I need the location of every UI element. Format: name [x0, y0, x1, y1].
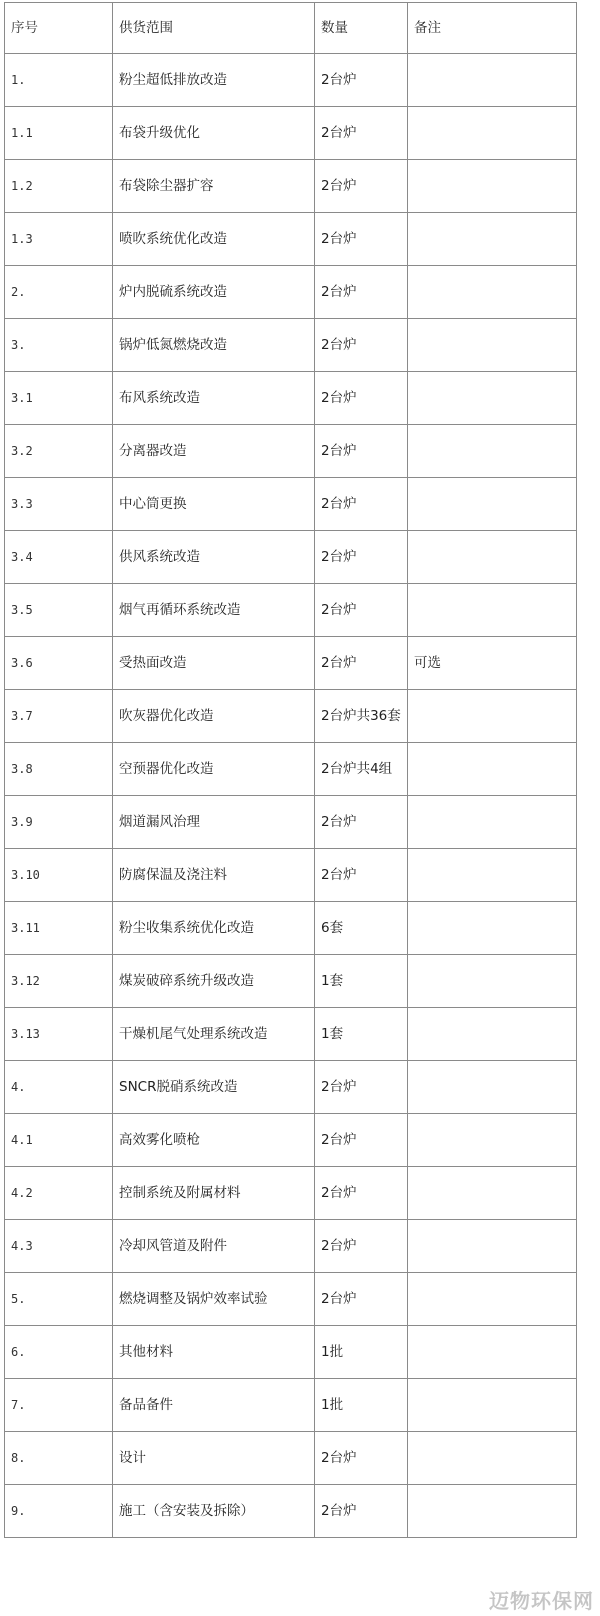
cell-supply-scope: 高效雾化喷枪 [113, 1114, 315, 1167]
cell-supply-scope: 布袋除尘器扩容 [113, 160, 315, 213]
table-row [5, 902, 577, 955]
cell-remarks: 可选 [408, 637, 577, 690]
table-row [5, 1008, 577, 1061]
table-row [5, 1114, 577, 1167]
cell-seq-no: 1.2 [5, 160, 113, 213]
header-quantity: 数量 [315, 3, 408, 54]
cell-supply-scope: 防腐保温及浇注料 [113, 849, 315, 902]
cell-supply-scope: 锅炉低氮燃烧改造 [113, 319, 315, 372]
table-row [5, 1167, 577, 1220]
cell-seq-no: 5. [5, 1273, 113, 1326]
cell-quantity: 2台炉 [315, 213, 408, 266]
table-row [5, 743, 577, 796]
header-seq-no: 序号 [5, 3, 113, 54]
table-row [5, 319, 577, 372]
cell-supply-scope: 燃烧调整及锅炉效率试验 [113, 1273, 315, 1326]
cell-remarks [408, 849, 577, 902]
cell-seq-no: 3.13 [5, 1008, 113, 1061]
cell-remarks [408, 531, 577, 584]
cell-seq-no: 7. [5, 1379, 113, 1432]
cell-seq-no: 4.1 [5, 1114, 113, 1167]
table-row [5, 955, 577, 1008]
cell-seq-no: 3.9 [5, 796, 113, 849]
cell-supply-scope: 空预器优化改造 [113, 743, 315, 796]
cell-seq-no: 8. [5, 1432, 113, 1485]
cell-seq-no: 1.1 [5, 107, 113, 160]
cell-seq-no: 3.7 [5, 690, 113, 743]
table-row [5, 584, 577, 637]
cell-quantity: 2台炉 [315, 1114, 408, 1167]
cell-seq-no: 3.10 [5, 849, 113, 902]
cell-seq-no: 1. [5, 54, 113, 107]
table-row [5, 425, 577, 478]
cell-supply-scope: 受热面改造 [113, 637, 315, 690]
cell-remarks [408, 372, 577, 425]
cell-remarks [408, 478, 577, 531]
table-header-row [5, 3, 577, 54]
cell-remarks [408, 1326, 577, 1379]
table-row [5, 1220, 577, 1273]
cell-supply-scope: 吹灰器优化改造 [113, 690, 315, 743]
cell-quantity: 2台炉 [315, 160, 408, 213]
cell-quantity: 2台炉 [315, 1432, 408, 1485]
cell-quantity: 2台炉共36套 [315, 690, 408, 743]
cell-supply-scope: 烟气再循环系统改造 [113, 584, 315, 637]
cell-supply-scope: 烟道漏风治理 [113, 796, 315, 849]
cell-quantity: 6套 [315, 902, 408, 955]
cell-quantity: 2台炉 [315, 1061, 408, 1114]
cell-supply-scope: 喷吹系统优化改造 [113, 213, 315, 266]
table-row [5, 1432, 577, 1485]
cell-supply-scope: 供风系统改造 [113, 531, 315, 584]
cell-remarks [408, 902, 577, 955]
cell-seq-no: 2. [5, 266, 113, 319]
cell-quantity: 2台炉 [315, 1220, 408, 1273]
table-row [5, 637, 577, 690]
cell-seq-no: 9. [5, 1485, 113, 1538]
table-row [5, 372, 577, 425]
cell-seq-no: 3.5 [5, 584, 113, 637]
cell-quantity: 2台炉 [315, 1167, 408, 1220]
cell-seq-no: 3.2 [5, 425, 113, 478]
cell-quantity: 1批 [315, 1326, 408, 1379]
cell-remarks [408, 1114, 577, 1167]
cell-supply-scope: 冷却风管道及附件 [113, 1220, 315, 1273]
cell-seq-no: 3.6 [5, 637, 113, 690]
cell-quantity: 2台炉 [315, 584, 408, 637]
cell-remarks [408, 955, 577, 1008]
table-row [5, 1379, 577, 1432]
cell-remarks [408, 743, 577, 796]
table-row [5, 54, 577, 107]
table-row [5, 531, 577, 584]
table-row [5, 1326, 577, 1379]
cell-seq-no: 3.4 [5, 531, 113, 584]
cell-supply-scope: 粉尘超低排放改造 [113, 54, 315, 107]
cell-supply-scope: 施工（含安装及拆除） [113, 1485, 315, 1538]
cell-supply-scope: 备品备件 [113, 1379, 315, 1432]
cell-remarks [408, 425, 577, 478]
cell-quantity: 2台炉 [315, 1485, 408, 1538]
cell-supply-scope: 炉内脱硫系统改造 [113, 266, 315, 319]
cell-quantity: 2台炉 [315, 478, 408, 531]
supply-scope-table [4, 2, 577, 1538]
cell-quantity: 2台炉 [315, 849, 408, 902]
cell-quantity: 2台炉 [315, 319, 408, 372]
cell-remarks [408, 107, 577, 160]
table-row [5, 478, 577, 531]
header-supply-scope: 供货范围 [113, 3, 315, 54]
cell-remarks [408, 319, 577, 372]
cell-seq-no: 4.2 [5, 1167, 113, 1220]
cell-supply-scope: SNCR脱硝系统改造 [113, 1061, 315, 1114]
table-body [5, 3, 577, 1538]
cell-seq-no: 6. [5, 1326, 113, 1379]
cell-quantity: 2台炉共4组 [315, 743, 408, 796]
cell-quantity: 1批 [315, 1379, 408, 1432]
cell-quantity: 2台炉 [315, 531, 408, 584]
cell-supply-scope: 煤炭破碎系统升级改造 [113, 955, 315, 1008]
cell-remarks [408, 1485, 577, 1538]
table-row [5, 849, 577, 902]
cell-remarks [408, 266, 577, 319]
cell-quantity: 2台炉 [315, 266, 408, 319]
cell-remarks [408, 1008, 577, 1061]
cell-supply-scope: 分离器改造 [113, 425, 315, 478]
cell-seq-no: 3.3 [5, 478, 113, 531]
cell-seq-no: 3.8 [5, 743, 113, 796]
cell-remarks [408, 1167, 577, 1220]
cell-quantity: 2台炉 [315, 107, 408, 160]
cell-seq-no: 3.12 [5, 955, 113, 1008]
table-row [5, 1273, 577, 1326]
cell-remarks [408, 160, 577, 213]
cell-supply-scope: 中心筒更换 [113, 478, 315, 531]
table-row [5, 1061, 577, 1114]
cell-supply-scope: 其他材料 [113, 1326, 315, 1379]
table-row [5, 690, 577, 743]
cell-quantity: 1套 [315, 955, 408, 1008]
cell-remarks [408, 690, 577, 743]
table-row [5, 160, 577, 213]
cell-quantity: 2台炉 [315, 1273, 408, 1326]
table-row [5, 266, 577, 319]
cell-quantity: 2台炉 [315, 372, 408, 425]
table-row [5, 107, 577, 160]
cell-quantity: 2台炉 [315, 425, 408, 478]
cell-quantity: 2台炉 [315, 796, 408, 849]
cell-remarks [408, 213, 577, 266]
cell-remarks [408, 1432, 577, 1485]
table-row [5, 213, 577, 266]
cell-remarks [408, 1273, 577, 1326]
cell-supply-scope: 控制系统及附属材料 [113, 1167, 315, 1220]
cell-seq-no: 4.3 [5, 1220, 113, 1273]
cell-seq-no: 1.3 [5, 213, 113, 266]
cell-supply-scope: 粉尘收集系统优化改造 [113, 902, 315, 955]
cell-seq-no: 3.1 [5, 372, 113, 425]
cell-supply-scope: 干燥机尾气处理系统改造 [113, 1008, 315, 1061]
cell-remarks [408, 54, 577, 107]
cell-remarks [408, 584, 577, 637]
table-row [5, 796, 577, 849]
cell-seq-no: 3.11 [5, 902, 113, 955]
header-remarks: 备注 [408, 3, 577, 54]
table-row [5, 1485, 577, 1538]
cell-quantity: 1套 [315, 1008, 408, 1061]
cell-quantity: 2台炉 [315, 54, 408, 107]
cell-supply-scope: 布风系统改造 [113, 372, 315, 425]
cell-remarks [408, 1061, 577, 1114]
watermark-logo: 迈物环保网 [489, 1589, 594, 1613]
cell-seq-no: 3. [5, 319, 113, 372]
cell-supply-scope: 布袋升级优化 [113, 107, 315, 160]
cell-quantity: 2台炉 [315, 637, 408, 690]
cell-remarks [408, 1220, 577, 1273]
cell-remarks [408, 1379, 577, 1432]
cell-seq-no: 4. [5, 1061, 113, 1114]
cell-remarks [408, 796, 577, 849]
cell-supply-scope: 设计 [113, 1432, 315, 1485]
